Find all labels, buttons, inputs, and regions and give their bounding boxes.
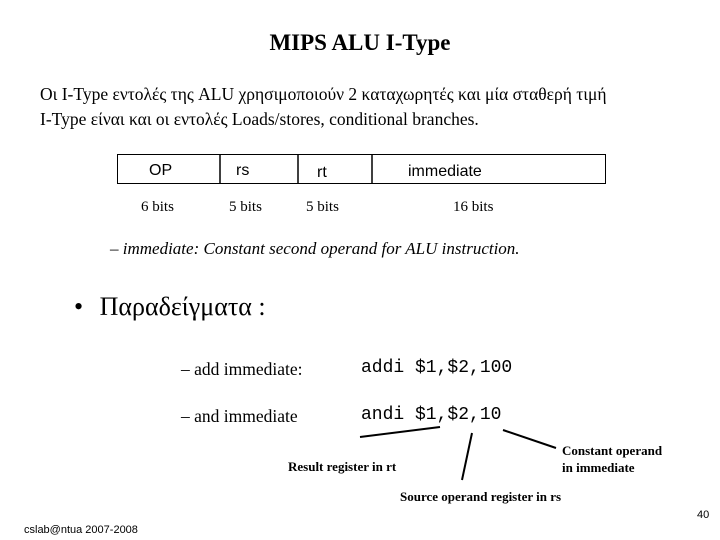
examples-bullet — [74, 292, 266, 322]
annotation-constant-operand — [562, 442, 662, 476]
example-addi-label: – add immediate: — [181, 359, 303, 379]
examples-heading: Παραδείγματα : — [99, 292, 266, 321]
pointer-immediate — [503, 430, 556, 448]
annotation-source-register: Source operand register in rs — [400, 489, 562, 504]
pointer-rt — [360, 427, 440, 437]
page-number: 40 — [697, 509, 710, 521]
example-andi-label: – and immediate — [181, 406, 298, 426]
field-rt: rt — [317, 164, 327, 181]
bits-immediate: 16 bits — [453, 199, 494, 215]
example-addi-code: addi $1,$2,100 — [361, 358, 513, 378]
footer-credit: cslab@ntua 2007-2008 — [24, 524, 138, 536]
intro-line-2: I-Type είναι και οι εντολές Loads/stores, conditional branches. — [40, 109, 479, 129]
field-rs: rs — [236, 162, 250, 179]
bits-op: 6 bits — [141, 199, 174, 215]
field-op: OP — [149, 162, 173, 179]
bits-rs: 5 bits — [229, 199, 262, 215]
field-immediate: immediate — [408, 163, 482, 180]
pointer-rs — [462, 433, 472, 480]
example-andi-code: andi $1,$2,10 — [361, 405, 502, 425]
slide-title: MIPS ALU I-Type — [269, 30, 451, 55]
bits-rt: 5 bits — [306, 199, 339, 215]
bullet-marker: • — [74, 292, 84, 321]
annotation-constant-line-2: in immediate — [562, 460, 635, 475]
annotation-constant-line-1: Constant operand — [562, 443, 663, 458]
intro-line-1: Οι I-Type εντολές της ALU χρησιμοποιούν 2 καταχωρητές και μία σταθερή τιμή — [40, 84, 607, 104]
immediate-description: – immediate: Constant second operand for ALU instruction. — [110, 239, 520, 258]
annotation-result-register: Result register in rt — [288, 459, 397, 474]
